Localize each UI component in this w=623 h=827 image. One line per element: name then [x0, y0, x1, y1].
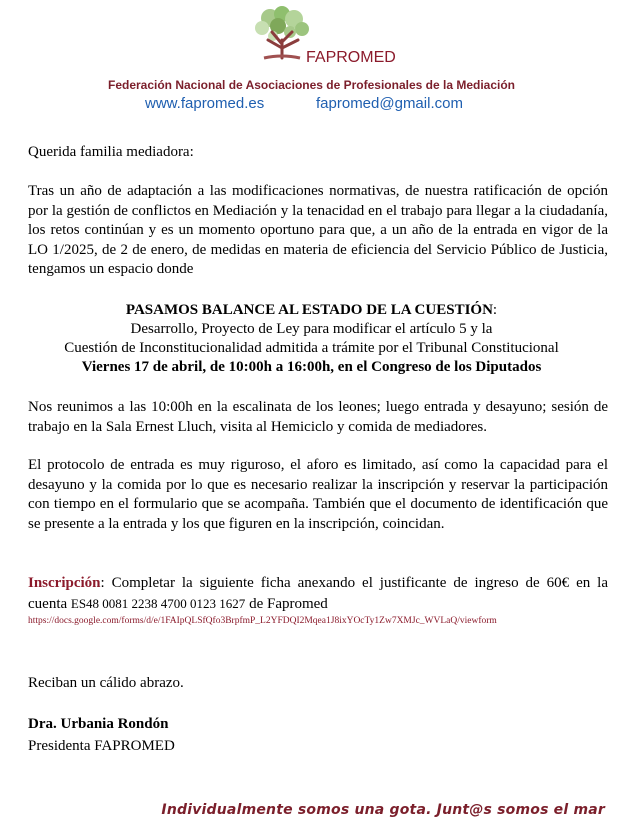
bank-account: ES48 0081 2238 4700 0123 1627 [70, 595, 246, 611]
subline-1: Desarrollo, Proyecto de Ley para modificar el artículo 5 y la [130, 321, 493, 337]
signer-title: Presidenta FAPROMED [28, 738, 175, 754]
registration-form-link[interactable]: https://docs.google.com/forms/d/e/1FAIpQLSfQfo3BrpfmP_L2YFDQI2Mqea1J8ixYOcTy1Zw7XMJc_WVLaQ/viewform [28, 616, 497, 626]
logo-wordmark: FAPROMED [306, 49, 396, 66]
headline-text: PASAMOS BALANCE AL ESTADO DE LA CUESTIÓN [125, 302, 493, 318]
tree-icon [255, 6, 309, 58]
inscription-text-2: de Fapromed [245, 595, 328, 612]
footer-motto: Individualmente somos una gota. Junt@s somos el mar [161, 802, 605, 818]
inscription-label: Inscripción [28, 575, 101, 591]
event-date: Viernes 17 de abril, de 10:00h a 16:00h, en el Congreso de los Diputados [81, 359, 542, 375]
inscription-text-1: : Completar la siguiente ficha anexando el justificante de ingreso de 60€ en la cuenta [28, 575, 608, 612]
inscription-paragraph [28, 574, 608, 614]
headline [0, 301, 623, 320]
subline-2: Cuestión de Inconstitucionalidad admitida a trámite por el Tribunal Constitucional [64, 340, 559, 356]
headline-suffix: : [492, 302, 498, 318]
email-link[interactable]: fapromed@gmail.com [316, 95, 463, 112]
protocol-paragraph: El protocolo de entrada es muy riguroso, el aforo es limitado, así como la capacidad para el desayuno y la comida por lo que es necesario realizar la inscripción y reservar la participación con tiempo en el formulario que se acompaña. También que el documento de identificación que se presente a la entrada y los que figuren en la inscripción, coincidan. [28, 457, 608, 532]
organization-name: Federación Nacional de Asociaciones de Profesionales de la Mediación [107, 78, 516, 92]
website-link[interactable]: www.fapromed.es [145, 95, 265, 112]
fapromed-logo [228, 6, 396, 70]
closing: Reciban un cálido abrazo. [28, 675, 184, 691]
signer-name: Dra. Urbania Rondón [28, 716, 169, 732]
agenda-paragraph: Nos reunimos a las 10:00h en la escalinata de los leones; luego entrada y desayuno; sesión de trabajo en la Sala Ernest Lluch, visita al Hemiciclo y comida de mediadores. [28, 399, 608, 435]
intro-paragraph: Tras un año de adaptación a las modificaciones normativas, de nuestra ratificación de opción por la gestión de conflictos en Mediación y la tenacidad en el trabajo para llegar a la ciudadanía, los retos continúan y es un momento oportuno para que, a un año de la entrada en vigor de la LO 1/2025, de 2 de enero, de medidas en materia de eficiencia del Servicio Público de Justicia, tengamos un espacio donde [28, 183, 608, 278]
greeting: Querida familia mediadora: [28, 144, 194, 160]
